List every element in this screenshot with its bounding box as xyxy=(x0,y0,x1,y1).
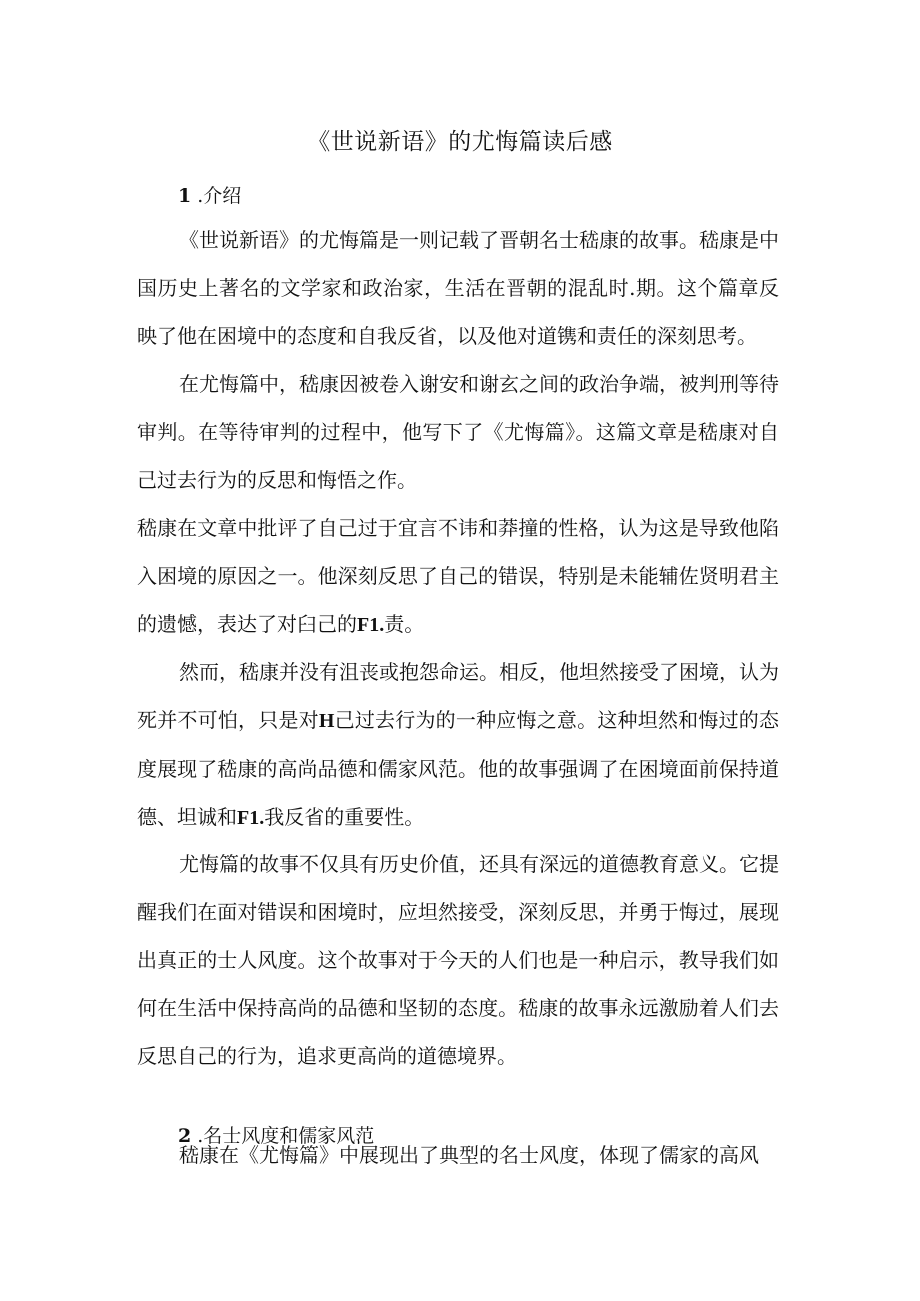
section-heading-introduction xyxy=(178,181,241,208)
text-run: 责。 xyxy=(384,612,425,636)
section-number: 2 xyxy=(178,1125,192,1147)
section-label: .介绍 xyxy=(197,185,242,207)
section-label: .名士风度和儒家风范 xyxy=(197,1125,375,1147)
section-number: 1 xyxy=(178,185,192,207)
text-run: 嵇康在文章中批评了自己过于宜言不讳和莽撞的性格，认为这是导致他陷入困境的原因之一。他深刻反思了自己的错误，特别是未能辅佐贤明君主的遗憾，表达了对臼己的 xyxy=(137,516,779,636)
text-run: 己过去行为的一种应悔之意。这种坦然和悔过的态度展现了嵇康的高尚品德和儒家风范。他的故事强调了在困境面前保持道德、坦诚和 xyxy=(137,708,780,829)
text-run: 我反省的重要性。 xyxy=(264,805,425,829)
text-run-bold: F1. xyxy=(357,614,385,636)
paragraph-scholar-demeanor: 嵇康在《尤悔篇》中展现出了典型的名士风度，体现了儒家的高风 xyxy=(179,1143,759,1167)
paragraph-trial: 在尤悔篇中，嵇康因被卷入谢安和谢玄之间的政治争端，被判刑等待审判。在等待审判的过程中，他写下了《尤悔篇》。这篇文章是嵇康对自己过去行为的反思和悔悟之作。 xyxy=(137,372,779,492)
paragraph-moral-significance: 尤悔篇的故事不仅具有历史价值，还具有深远的道德教育意义。它提醒我们在面对错误和困境时，应坦然接受，深刻反思，并勇于悔过，展现出真正的士人风度。这个故事对于今天的人们也是一种启示，教导我们如何在生活中保持高尚的品德和坚韧的态度。嵇康的故事永远激励着人们去反思自己的行为，追求更高尚的道德境界。 xyxy=(137,852,779,1068)
paragraph-intro: 《世说新语》的尤悔篇是一则记载了晋朝名士嵇康的故事。嵇康是中国历史上著名的文学家和政治家，生活在晋朝的混乱时.期。这个篇章反映了他在困境中的态度和自我反省，以及他对道镌和责任的深刻思考。 xyxy=(137,228,779,348)
text-run: 然而，嵇康并没有沮丧或抱怨命运。相反，他坦然接受了困境，认为死并不可怕，只是对 xyxy=(137,660,779,732)
paragraph-acceptance xyxy=(137,648,779,842)
text-run-bold: F1. xyxy=(237,807,265,829)
document-title: 《世说新语》的尤悔篇读后感 xyxy=(307,129,613,155)
paragraph-self-criticism xyxy=(137,504,779,649)
text-run-bold: H xyxy=(318,710,335,732)
